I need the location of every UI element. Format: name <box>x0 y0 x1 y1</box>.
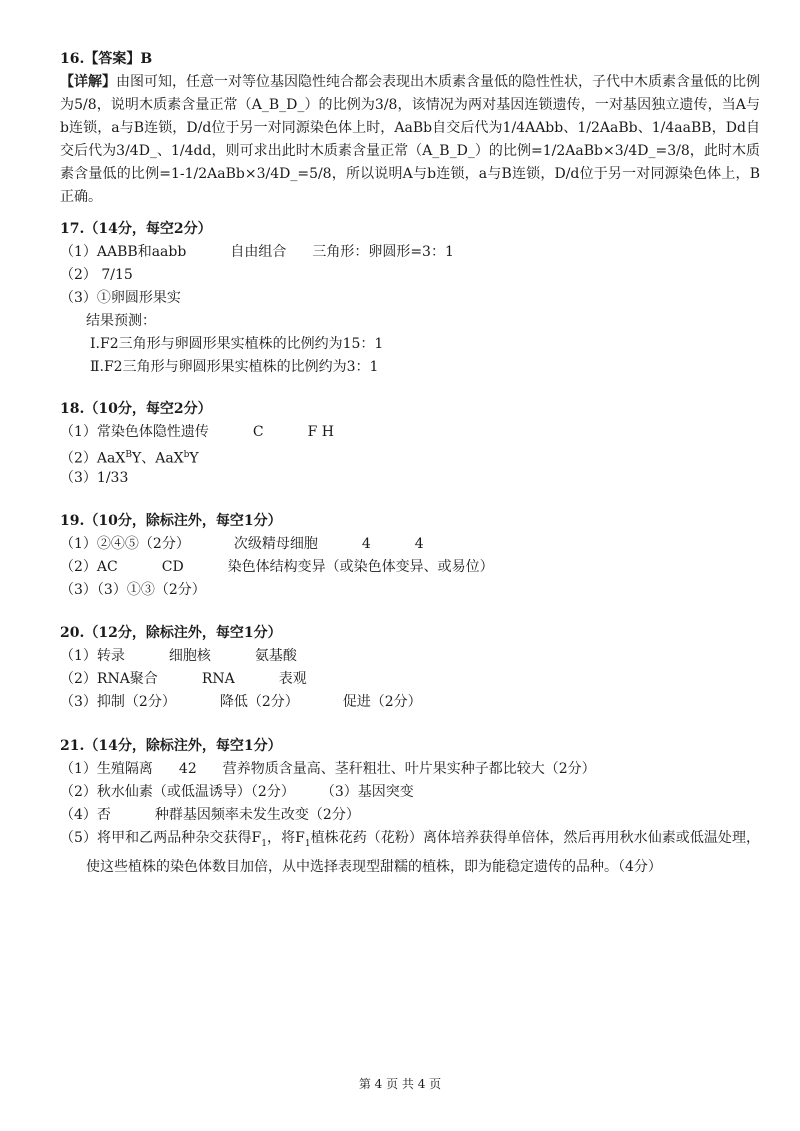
q18-answer-1c: F H <box>307 424 335 440</box>
q20-answer-2c: 表观 <box>278 671 307 687</box>
q20-answer-3a: （3）抑制（2分） <box>60 694 176 710</box>
q20-answer-3b: 降低（2分） <box>219 694 299 710</box>
question-20 <box>60 622 760 714</box>
q18-heading: 18.（10分，每空2分） <box>60 401 212 417</box>
q21-answer-5-part3: 植株花药（花粉）离体培养获得单倍体，然后再用秋水仙素或低温处理，使这些植株的染色体数目加倍，从中选择表现型甜糯的植株，即为能稳定遗传的品种。（4分） <box>86 830 761 875</box>
q20-answer-2a: （2）RNA聚合 <box>60 671 158 687</box>
q18-line-2 <box>60 444 760 467</box>
q20-answer-2b: RNA <box>201 671 235 687</box>
question-18 <box>60 398 760 490</box>
q21-answer-5-sub2: 1 <box>304 838 311 849</box>
q21-answer-5-part2: ，将F <box>266 830 305 846</box>
q20-line-2 <box>60 668 760 691</box>
q19-answer-1a: （1）②④⑤（2分） <box>60 536 190 552</box>
q21-answer-1a: （1）生殖隔离 <box>60 761 153 777</box>
q21-line-1 <box>60 758 760 781</box>
q20-answer-3c: 促进（2分） <box>342 694 422 710</box>
question-17 <box>60 218 760 379</box>
question-21 <box>60 735 760 879</box>
question-16 <box>60 48 760 209</box>
q21-answer-5-part1: （5）将甲和乙两品种杂交获得F <box>60 830 262 846</box>
q18-line-1 <box>60 421 760 444</box>
q19-heading: 19.（10分，除标注外，每空1分） <box>60 513 282 529</box>
q19-answer-1d: 4 <box>414 536 424 552</box>
q18-answer-2-part2: Y、AaX <box>131 450 184 467</box>
q17-line-1 <box>60 241 760 264</box>
q17-line-2: （2） 7/15 <box>60 267 133 283</box>
q21-line-3 <box>60 804 760 827</box>
q20-answer-1b: 细胞核 <box>168 648 211 664</box>
q21-answer-1b: 42 <box>178 761 197 777</box>
q21-heading: 21.（14分，除标注外，每空1分） <box>60 738 282 754</box>
q17-line-5: Ⅰ.F2三角形与卵圆形果实植株的比例约为15：1 <box>90 336 384 352</box>
q18-answer-2-sup2: b <box>183 450 190 460</box>
q21-answer-5-sub1: 1 <box>261 838 267 849</box>
q20-answer-1a: （1）转录 <box>60 648 125 664</box>
q20-line-1 <box>60 645 760 668</box>
q18-answer-1b: C <box>252 424 264 440</box>
q17-answer-1c: 三角形：卵圆形=3：1 <box>312 244 454 260</box>
page-footer: 第 4 页 共 4 页 <box>358 1077 442 1091</box>
q18-answer-1a: （1）常染色体隐性遗传 <box>60 424 209 440</box>
q18-line-3: （3）1/33 <box>60 470 129 486</box>
q16-heading: 16.【答案】B <box>60 51 153 67</box>
q16-detail-text: 由图可知，任意一对等位基因隐性纯合都会表现出木质素含量低的隐性性状，子代中木质素含量低的比例为5/8，说明木质素含量正常（A_B_D_）的比例为3/8，该情况为两对基因连锁遗传，一对基因独立遗传，当A与b连锁，a与B连锁，D/d位于另一对同源染色体上时，AaBb自交后代为1/4AAbb、1/2AaBb、1/4aaBB，Dd自交后代为3/4D_、1/4dd，则可求出此时木质素含量正常（A_B_D_）的比例=1/2AaBb×3/4D_=3/8，此时木质素含量低的比例=1-1/2AaBb×3/4D_=5/8，所以说明A与b连锁，a与B连锁，D/d位于另一对同源染色体上，B正确。 <box>60 74 760 205</box>
q21-line-2 <box>60 781 760 804</box>
q19-answer-1c: 4 <box>361 536 371 552</box>
q18-answer-2-sup1: B <box>125 450 132 460</box>
q17-line-6: Ⅱ.F2三角形与卵圆形果实植株的比例约为3：1 <box>90 359 379 375</box>
q21-answer-3b: 种群基因频率未发生改变（2分） <box>154 807 360 823</box>
q16-detail <box>60 71 760 209</box>
q19-line-3: （3）（3）①③（2分） <box>60 582 206 598</box>
q17-heading: 17.（14分，每空2分） <box>60 221 212 237</box>
q21-answer-2a: （2）秋水仙素（或低温诱导）（2分） <box>60 784 295 800</box>
q20-heading: 20.（12分，除标注外，每空1分） <box>60 625 282 641</box>
q19-line-1 <box>60 533 760 556</box>
q20-answer-1c: 氨基酸 <box>254 648 297 664</box>
q16-detail-label: 【详解】 <box>60 74 116 90</box>
q21-answer-1c: 营养物质含量高、茎秆粗壮、叶片果实种子都比较大（2分） <box>222 761 596 777</box>
q18-answer-2-part1: （2）AaX <box>60 450 126 467</box>
q19-answer-2c: 染色体结构变异（或染色体变异、或易位） <box>227 559 494 575</box>
q19-answer-2a: （2）AC <box>60 559 118 575</box>
q21-answer-2b: （3）基因突变 <box>320 784 414 800</box>
question-19 <box>60 510 760 602</box>
q20-line-3 <box>60 691 760 714</box>
q19-answer-2b: CD <box>161 559 184 575</box>
q19-answer-1b: 次级精母细胞 <box>233 536 318 552</box>
q17-answer-1b: 自由组合 <box>230 244 287 260</box>
q17-line-3: （3）①卵圆形果实 <box>60 290 181 306</box>
q19-line-2 <box>60 556 760 579</box>
q21-answer-3a: （4）否 <box>60 807 111 823</box>
q21-line-4 <box>60 827 760 879</box>
q18-answer-2-part3: Y <box>189 450 199 467</box>
q17-answer-1a: （1）AABB和aabb <box>60 244 187 260</box>
q17-line-4: 结果预测： <box>86 313 156 329</box>
